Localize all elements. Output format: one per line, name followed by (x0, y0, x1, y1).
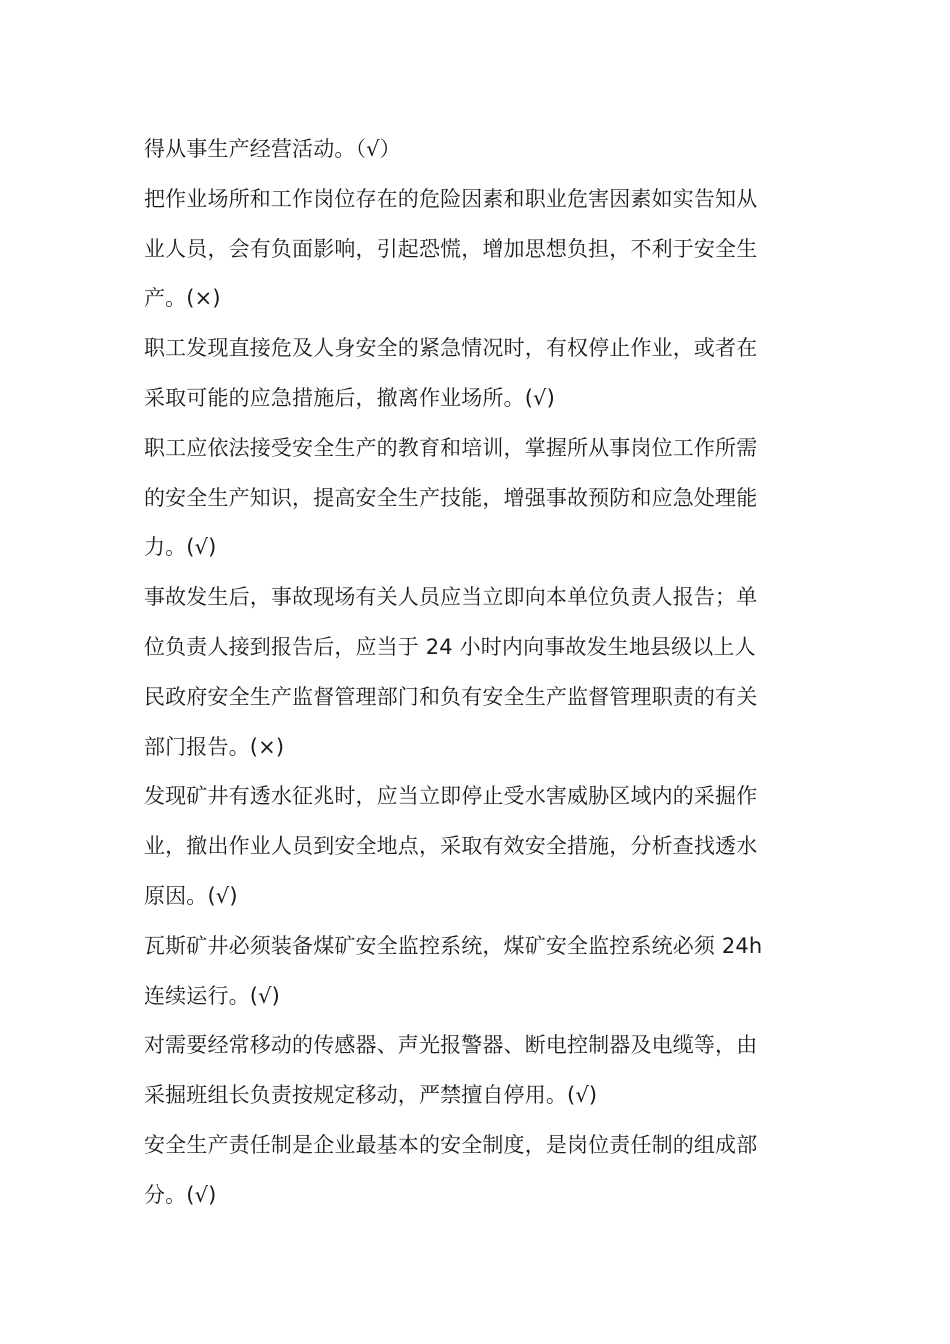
text-line: 采掘班组长负责按规定移动，严禁擅自停用。(√) (144, 1083, 598, 1108)
text-line: 采取可能的应急措施后，撤离作业场所。(√) (144, 385, 555, 410)
text-line: 事故发生后，事故现场有关人员应当立即向本单位负责人报告；单 (144, 585, 758, 610)
text-line: 分。(√) (144, 1182, 217, 1207)
text-line: 瓦斯矿井必须装备煤矿安全监控系统，煤矿安全监控系统必须 24h (144, 933, 763, 958)
text-line: 发现矿井有透水征兆时，应当立即停止受水害威胁区域内的采掘作 (144, 784, 758, 809)
text-line: 业，撤出作业人员到安全地点，采取有效安全措施，分析查找透水 (144, 834, 758, 859)
text-line: 连续运行。(√) (144, 983, 280, 1008)
text-line: 把作业场所和工作岗位存在的危险因素和职业危害因素如实告知从 (144, 186, 758, 211)
text-line: 得从事生产经营活动。（√） (144, 137, 401, 161)
text-line: 原因。(√) (144, 883, 238, 908)
text-line: 安全生产责任制是企业最基本的安全制度，是岗位责任制的组成部 (144, 1132, 758, 1157)
text-line: 职工应依法接受安全生产的教育和培训，掌握所从事岗位工作所需 (144, 435, 758, 460)
document-body (144, 125, 796, 1221)
text-line: 部门报告。(×) (144, 734, 285, 759)
text-line: 的安全生产知识，提高安全生产技能，增强事故预防和应急处理能 (144, 485, 758, 510)
text-line: 位负责人接到报告后，应当于 24 小时内向事故发生地县级以上人 (144, 634, 756, 659)
text-line: 职工发现直接危及人身安全的紧急情况时，有权停止作业，或者在 (144, 336, 758, 361)
text-line: 对需要经常移动的传感器、声光报警器、断电控制器及电缆等，由 (144, 1033, 758, 1058)
text-line: 业人员，会有负面影响，引起恐慌，增加思想负担，不利于安全生 (144, 236, 758, 261)
text-line: 产。(×) (144, 286, 221, 311)
text-line: 民政府安全生产监督管理部门和负有安全生产监督管理职责的有关 (144, 684, 758, 709)
text-line: 力。(√) (144, 535, 217, 560)
